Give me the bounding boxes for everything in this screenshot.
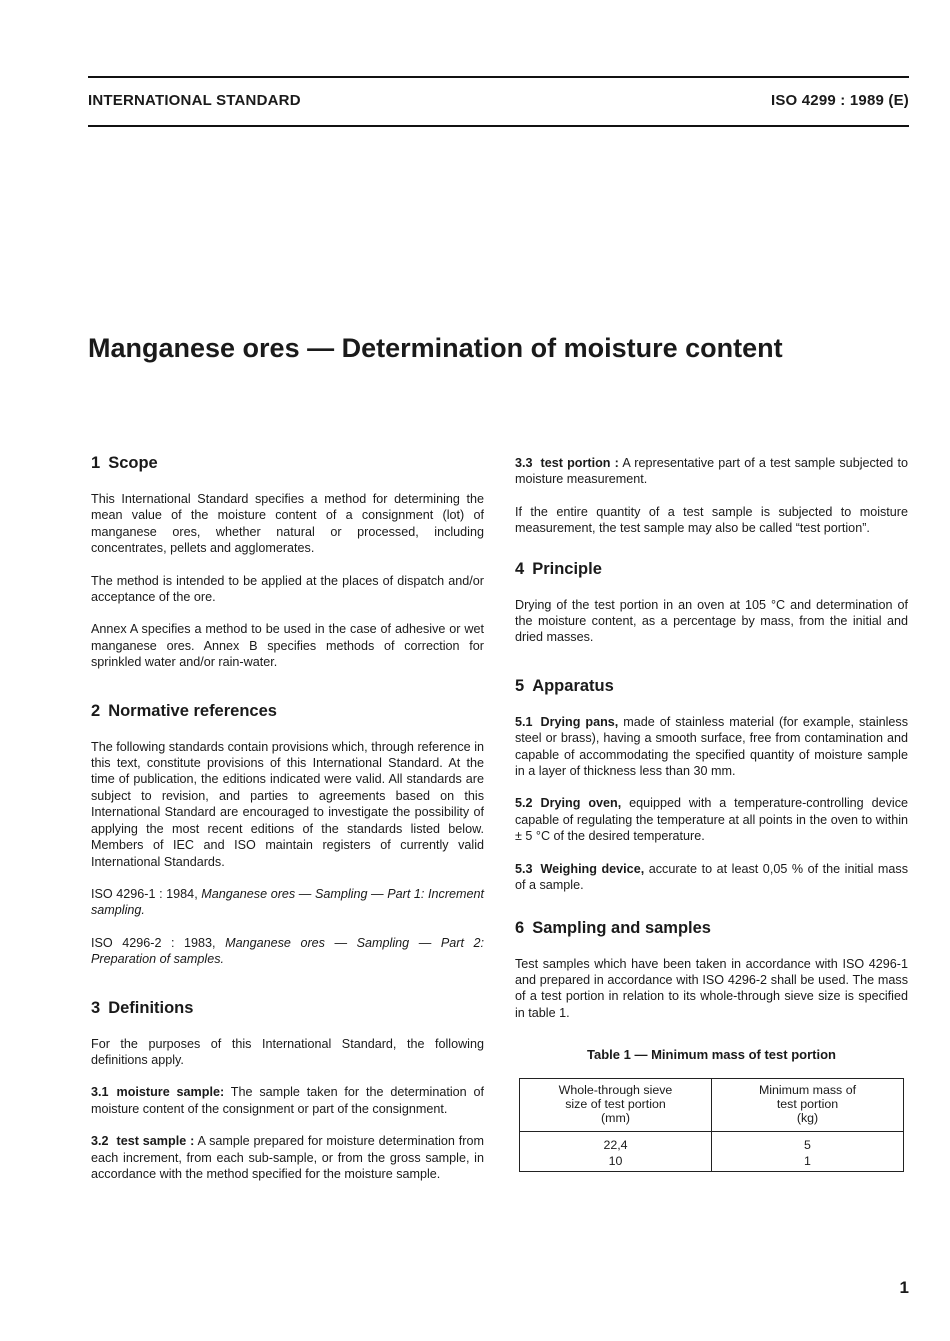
section-number: 3 xyxy=(91,998,101,1017)
table-row xyxy=(520,1131,904,1152)
reference-title: Manganese ores — Sampling — Part 2: Preparation of samples. xyxy=(91,935,484,967)
section-number: 6 xyxy=(515,918,525,937)
apparatus-term: Drying pans, xyxy=(540,714,619,729)
definition-3-1 xyxy=(91,1084,484,1117)
table-cell-mass: 1 xyxy=(712,1152,904,1172)
top-rule xyxy=(88,76,909,78)
apparatus-5-2 xyxy=(515,795,908,844)
scope-paragraph-1: This International Standard specifies a method for determining the mean value of the moisture content of a consignment (lot) of manganese ores, whether natural or processed, including concentrates, pellets and agglomerates. xyxy=(91,492,484,556)
section-normative-heading xyxy=(91,701,484,721)
apparatus-text: accurate to at least 0,05 % of the initial mass of a sample. xyxy=(515,861,909,893)
definition-3-3 xyxy=(515,455,908,488)
normative-paragraph: The following standards contain provisions which, through reference in this text, constitute provisions of this International Standard. At the time of publication, the editions indicated were valid. All standards are subject to revision, and parties to agreements based on this International Standard are encouraged to investigate the possibility of applying the most recent editions of the standards listed below. Members of IEC and ISO maintain registers of currently valid International Standards. xyxy=(91,739,484,869)
section-principle-heading xyxy=(515,559,908,579)
section-title: Sampling and samples xyxy=(532,918,711,937)
minimum-mass-table xyxy=(519,1078,904,1172)
section-title: Apparatus xyxy=(532,676,614,695)
header-standard-number: ISO 4299 : 1989 (E) xyxy=(770,92,909,109)
clause-number: 5.3 xyxy=(515,861,533,876)
definition-text: The sample taken for the determination of moisture content of the consignment or part of the consignment. xyxy=(91,1085,484,1116)
reference-title: Manganese ores — Sampling — Part 1: Increment sampling. xyxy=(91,886,485,918)
definition-3-3-note: If the entire quantity of a test sample is subjected to moisture measurement, the test sample may also be called “test portion”. xyxy=(515,504,908,536)
apparatus-text: made of stainless material (for example, stainless steel or brass), having a smooth surface, free from contamination and capable of accommodating the specified quantity of moisture sample in a layer of thickness less than 30 mm. xyxy=(515,714,909,779)
clause-number: 5.1 xyxy=(515,714,533,729)
apparatus-text: equipped with a temperature-controlling device capable of regulating the temperature at all points in the oven to within ± 5 °C of the desired temperature. xyxy=(515,796,909,844)
defined-term: test portion : xyxy=(540,456,619,470)
table-header-sieve-size xyxy=(520,1078,712,1131)
defined-term: moisture sample: xyxy=(116,1085,225,1100)
reference-iso-4296-2 xyxy=(91,935,484,968)
header-line: size of test portion xyxy=(565,1096,666,1111)
section-scope-heading xyxy=(91,453,484,473)
reference-code: ISO 4296-2 : 1983, xyxy=(91,935,216,950)
table-cell-size: 10 xyxy=(520,1152,712,1172)
sampling-paragraph: Test samples which have been taken in accordance with ISO 4296-1 and prepared in accordance with ISO 4296-2 shall be used. The mass of a test portion in relation to its whole-through sieve size is specified in table 1. xyxy=(515,956,908,1020)
table-cell-mass: 5 xyxy=(712,1131,904,1152)
section-number: 5 xyxy=(515,676,525,695)
definition-text: A sample prepared for moisture determination from each increment, from each sub-sample, or from the gross sample, in accordance with the method specified for the moisture sample. xyxy=(91,1134,484,1181)
clause-number: 3.2 xyxy=(91,1134,109,1149)
table-row xyxy=(520,1152,904,1172)
header-rule xyxy=(88,125,909,127)
clause-number: 5.2 xyxy=(515,796,533,811)
document-title: Manganese ores — Determination of moisture content xyxy=(88,333,783,363)
header-line: Whole-through sieve xyxy=(558,1082,673,1097)
right-column xyxy=(515,455,908,1172)
section-title: Scope xyxy=(108,454,158,472)
header-standard-type: INTERNATIONAL STANDARD xyxy=(88,92,301,109)
scope-paragraph-2: The method is intended to be applied at the places of dispatch and/or acceptance of the ore. xyxy=(91,573,484,605)
section-number: 4 xyxy=(515,559,525,578)
section-definitions-heading xyxy=(91,998,484,1018)
section-sampling-heading xyxy=(515,918,908,938)
reference-code: ISO 4296-1 : 1984, xyxy=(91,886,198,901)
table-title: Table 1 — Minimum mass of test portion xyxy=(587,1047,836,1063)
section-number: 1 xyxy=(91,454,101,472)
section-title: Normative references xyxy=(108,701,277,720)
apparatus-term: Weighing device, xyxy=(540,861,645,876)
header-line: Minimum mass of xyxy=(758,1082,857,1097)
section-number: 2 xyxy=(91,701,101,720)
apparatus-5-1 xyxy=(515,714,908,780)
section-title: Definitions xyxy=(108,998,194,1017)
clause-number: 3.1 xyxy=(91,1085,109,1100)
table-cell-size: 22,4 xyxy=(520,1131,712,1152)
section-apparatus-heading xyxy=(515,676,908,696)
section-title: Principle xyxy=(532,559,602,578)
definition-3-2 xyxy=(91,1133,484,1182)
principle-paragraph: Drying of the test portion in an oven at 105 °C and determination of the moisture content, as a percentage by mass, from the initial and dried masses. xyxy=(515,597,908,645)
apparatus-term: Drying oven, xyxy=(540,796,622,811)
apparatus-5-3 xyxy=(515,861,908,894)
definitions-intro: For the purposes of this International Standard, the following definitions apply. xyxy=(91,1036,484,1067)
clause-number: 3.3 xyxy=(515,456,533,470)
header-unit: (kg) xyxy=(796,1110,819,1125)
reference-iso-4296-1 xyxy=(91,886,484,919)
left-column xyxy=(91,453,484,1198)
definition-text: A representative part of a test sample subjected to moisture measurement. xyxy=(515,456,909,487)
table-header-minimum-mass xyxy=(712,1078,904,1131)
scope-paragraph-3: Annex A specifies a method to be used in the case of adhesive or wet manganese ores. Annex B specifies methods of correction for sprinkled water and/or rain-water. xyxy=(91,622,484,670)
defined-term: test sample : xyxy=(116,1134,195,1149)
header-unit: (mm) xyxy=(601,1110,630,1125)
page-number: 1 xyxy=(899,1278,909,1297)
header-line: test portion xyxy=(776,1096,839,1111)
